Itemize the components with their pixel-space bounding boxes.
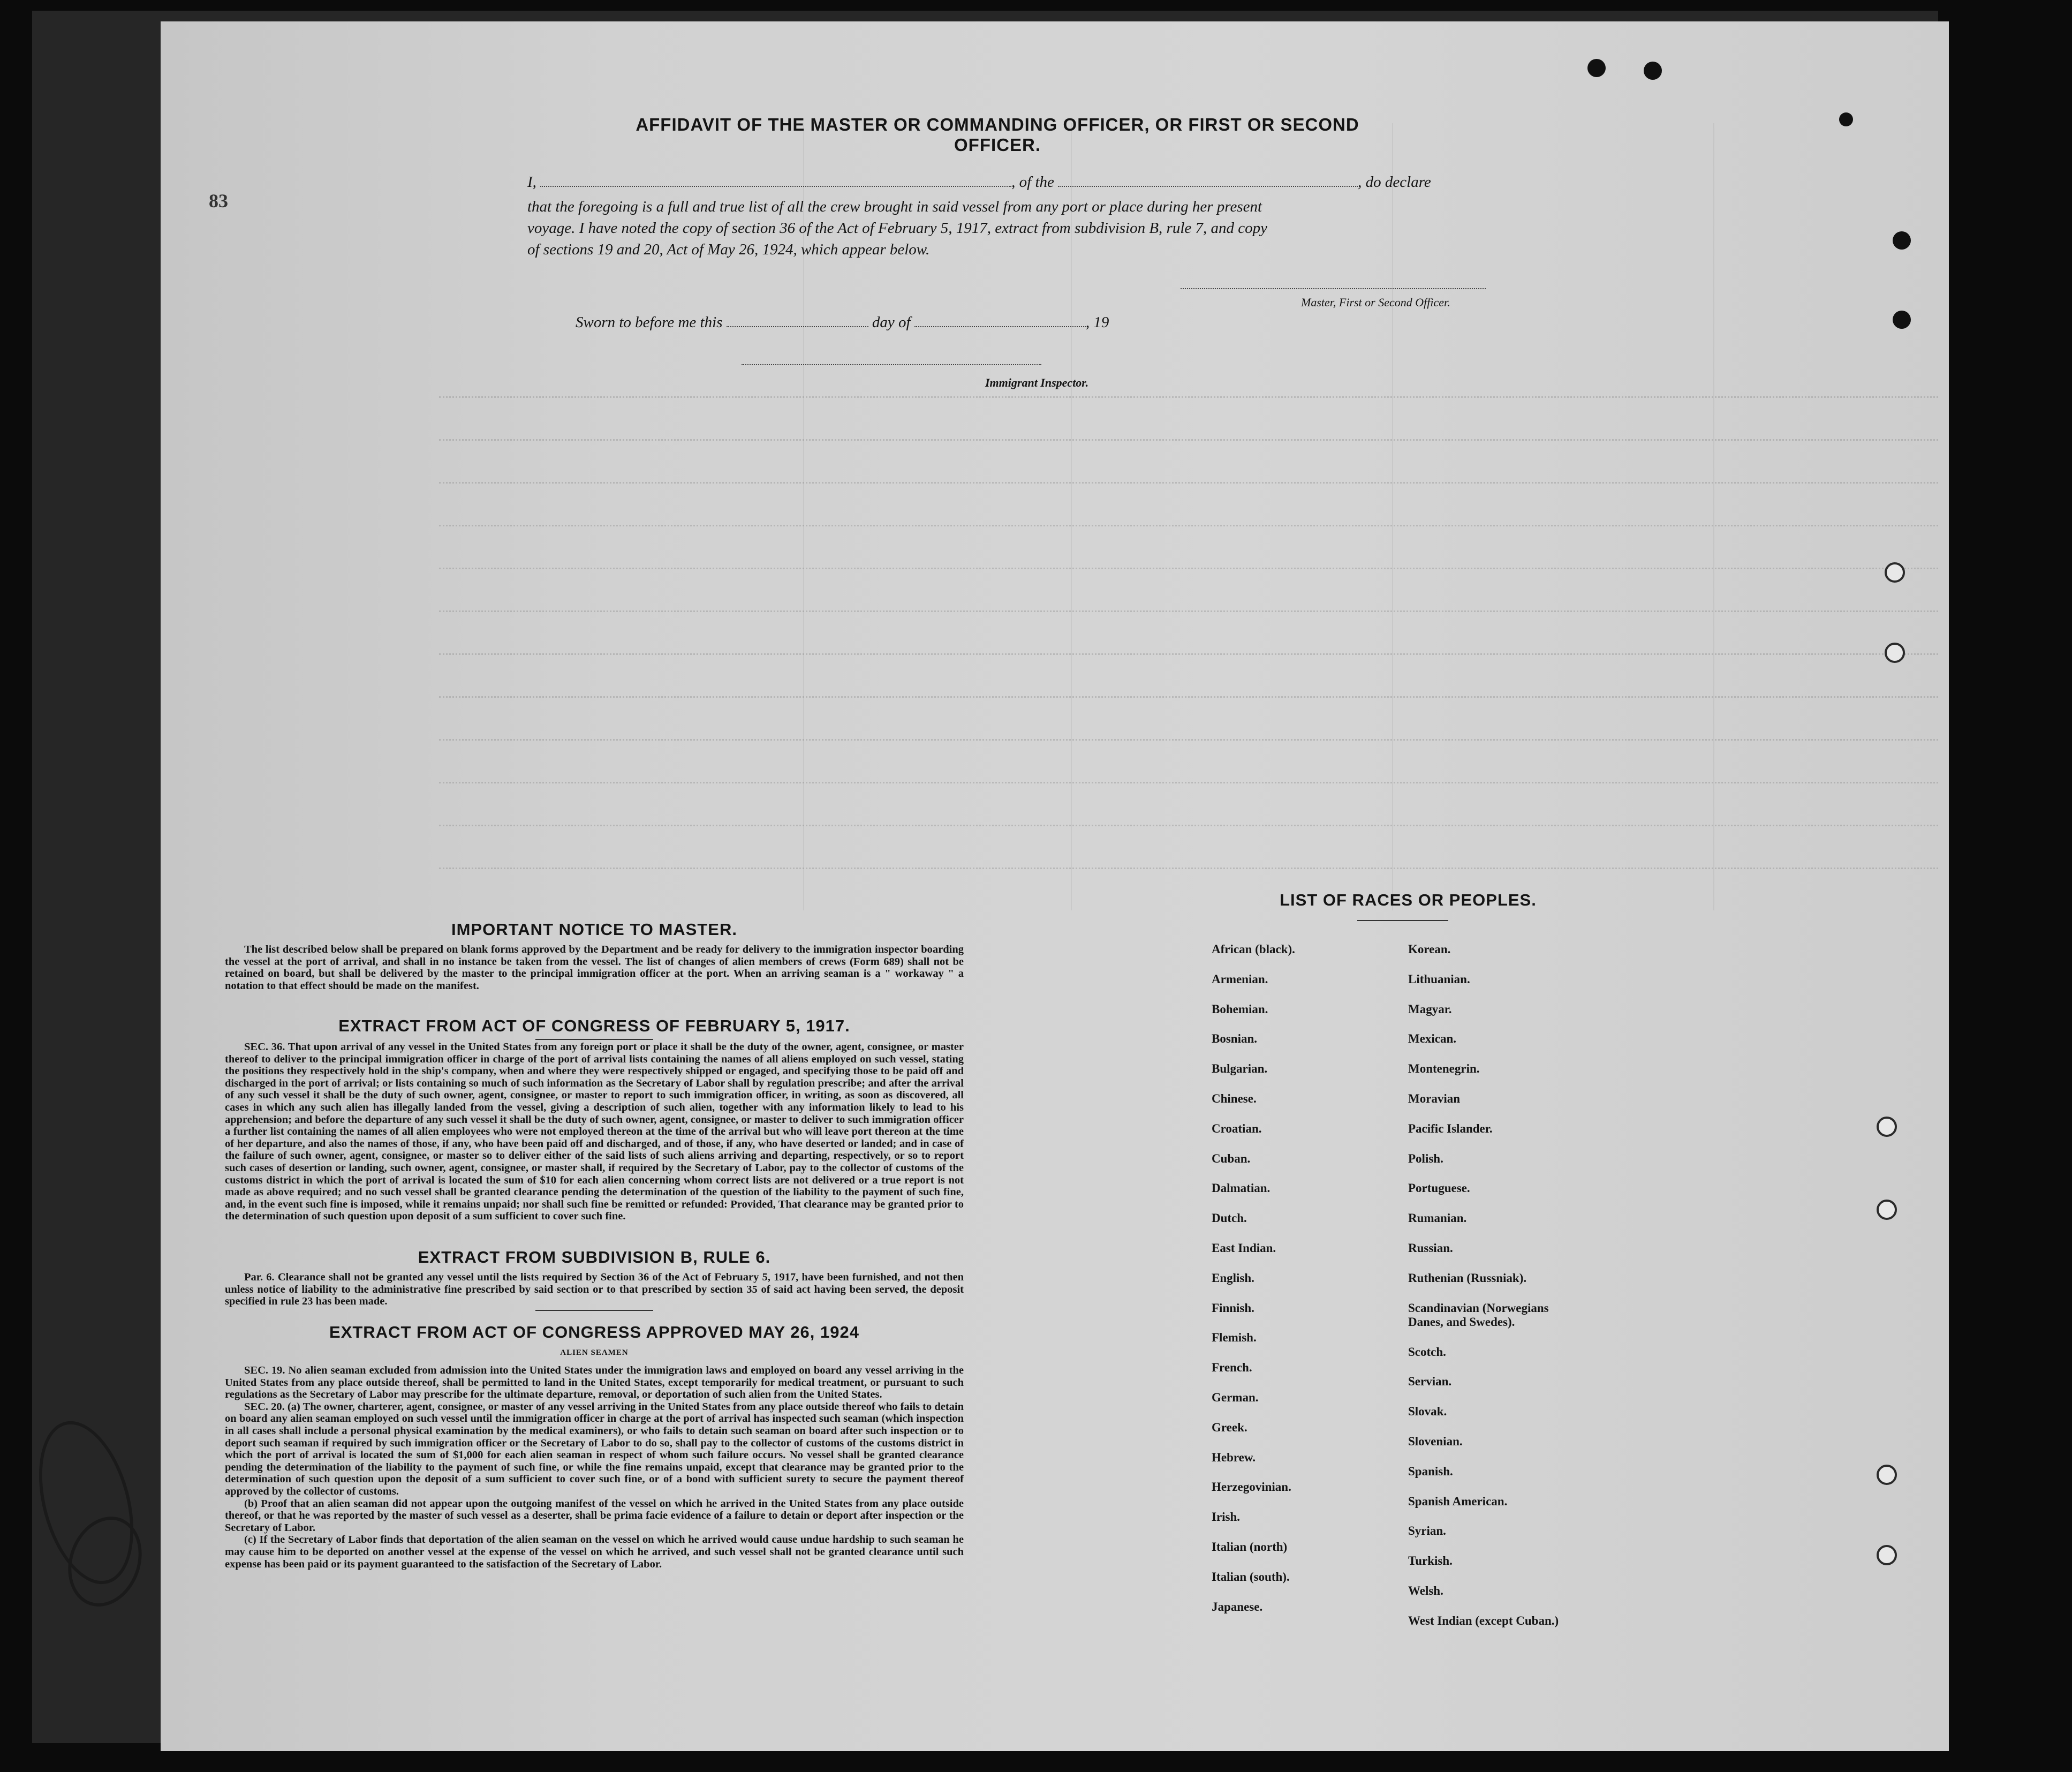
race-entry: Armenian. xyxy=(1212,972,1268,986)
binding-hole xyxy=(1644,62,1662,80)
rule6-title: EXTRACT FROM SUBDIVISION B, RULE 6. xyxy=(418,1248,771,1266)
race-entry: Scandinavian (Norwegians xyxy=(1408,1301,1549,1315)
race-entry: Korean. xyxy=(1408,942,1451,956)
sworn-month-field[interactable] xyxy=(914,312,1086,327)
race-entry: English. xyxy=(1212,1271,1254,1285)
sec36-paragraph: SEC. 36. That upon arrival of any vessel in the United States from any foreign port or place it shall be the duty of the owner, agent, consignee, or master thereof to deliver to the principal immigration officer in charge of the port of arrival lists containing the names of all aliens employed on such vessel, stating the positions they respectively hold in the ship's company, when and where they were respectively shipped or engaged, and specifying those to be paid off and discharged in the port of arrival; or lists containing so much of such information as the Secretary of Labor shall by regulation prescribe; and after the arrival of any such vessel it shall be the duty of such owner, agent, consignee, or master to report to such immigration officer, in writing, as soon as discovered, all cases in which any such alien has illegally landed from the vessel, giving a description of such alien, together with any information likely to lead to his apprehension; and before the departure of any such vessel it shall be the duty of such owner, agent, consignee, or master to deliver to such immigration officer a further list containing the names of all alien employees who were not employed thereon at the time of the arrival but who will leave port thereon at the time of her departure, and also the names of those, if any, who have been paid off and discharged, and of those, if any, who have deserted or landed; and in case of the failure of such owner, agent, consignee, or master so to deliver either of the said lists of such aliens arriving and departing, respectively, or so to report such cases of desertion or landing, such owner, agent, consignee, or master shall, if required by the Secretary of Labor, pay to the collector of customs of the customs district in which the port of arrival is located the sum of $10 for each alien concerning whom correct lists are not delivered or a true report is not made as above required; and no such vessel shall be granted clearance pending the determination of the question of the liability to the payment of such fine, and, in the event such fine is imposed, while it remains unpaid; nor shall such fine be remitted or refunded: Provided, That clearance may be granted prior to the determination of such question upon deposit of a sum sufficient to cover such fine. xyxy=(225,1041,964,1223)
extract-1924-title: EXTRACT FROM ACT OF CONGRESS APPROVED MAY 26, 1924 xyxy=(329,1323,859,1341)
race-entry: Herzegovinian. xyxy=(1212,1480,1291,1494)
race-entry: African (black). xyxy=(1212,942,1295,956)
race-entry: Italian (south). xyxy=(1212,1570,1290,1584)
race-entry: Magyar. xyxy=(1408,1002,1452,1016)
sec20c-paragraph: (c) If the Secretary of Labor finds that deportation of the alien seaman on the vessel on which he arrived would cause undue hardship to such seaman he may cause him to be deported on another vessel at the expense of the vessel on which he arrived, and such vessel shall not be granted clearance until such expense has been paid or its payment guaranteed to the satisfaction of the Secretary of Labor. xyxy=(225,1534,964,1570)
affidavit-i: I, xyxy=(527,174,536,191)
master-signature-line[interactable] xyxy=(1181,288,1486,289)
sworn-line xyxy=(576,312,1577,334)
master-signature-label: Master, First or Second Officer. xyxy=(1301,296,1450,309)
race-entry: Flemish. xyxy=(1212,1331,1257,1345)
race-entry: Moravian xyxy=(1408,1092,1461,1105)
race-entry: Lithuanian. xyxy=(1408,972,1470,986)
inspector-signature-label: Immigrant Inspector. xyxy=(985,376,1089,389)
race-entry: Bosnian. xyxy=(1212,1032,1258,1046)
binding-hole xyxy=(1893,311,1911,329)
race-entry: French. xyxy=(1212,1361,1252,1375)
race-entry: Bulgarian. xyxy=(1212,1062,1268,1076)
race-entry: Croatian. xyxy=(1212,1121,1262,1135)
rule6-paragraph: Par. 6. Clearance shall not be granted any vessel until the lists required by Section 36 of the Act of February 5, 1917, have been furnished, and not then unless notice of liability to the administrative fine prescribed by said section or to that prescribed by section 35 of said act having been served, the deposit specified in rule 23 has been made. xyxy=(225,1271,964,1308)
extract-1917-text xyxy=(225,1041,964,1223)
race-entry: Slovenian. xyxy=(1408,1435,1463,1448)
sworn-year-label: , 19 xyxy=(1085,314,1109,331)
race-entry: Spanish. xyxy=(1408,1464,1453,1478)
divider xyxy=(535,1310,653,1311)
sworn-day-label: day of xyxy=(872,314,911,331)
race-entry: Mexican. xyxy=(1408,1032,1457,1046)
notice-text xyxy=(225,944,964,992)
extract-1917-title: EXTRACT FROM ACT OF CONGRESS OF FEBRUARY 5, 1917. xyxy=(338,1016,850,1035)
race-entry: Servian. xyxy=(1408,1375,1452,1389)
sec19-paragraph: SEC. 19. No alien seaman excluded from admission into the United States under the immigration laws and employed on board any vessel arriving in the United States from any place outside thereof, shall be permitted to land in the United States, except temporarily for medical treatment, or pursuant to such regulations as the Secretary of Labor may prescribe for the ultimate departure, removal, or deportation of such alien from the United States. xyxy=(225,1364,964,1401)
divider xyxy=(1357,920,1448,921)
punch-hole xyxy=(1877,1200,1897,1220)
affidavit-title: AFFIDAVIT OF THE MASTER OR COMMANDING OFFICER, OR FIRST OR SECOND OFFICER. xyxy=(636,115,1359,155)
race-entry: Slovak. xyxy=(1408,1405,1447,1419)
affidavit-line-4: of sections 19 and 20, Act of May 26, 1924, which appear below. xyxy=(527,241,930,258)
vessel-name-field[interactable] xyxy=(1058,172,1358,187)
race-entry: Chinese. xyxy=(1212,1092,1257,1105)
races-title: LIST OF RACES OR PEOPLES. xyxy=(1280,891,1537,909)
race-entry: Turkish. xyxy=(1408,1554,1453,1568)
binding-hole xyxy=(1587,59,1606,77)
race-entry: Pacific Islander. xyxy=(1408,1121,1493,1135)
notice-paragraph: The list described below shall be prepared on blank forms approved by the Department and be ready for delivery to the immigration inspector boarding the vessel at the port of arrival, and shall in no instance be taken from the vessel. The list of changes of alien members of crews (Form 689) shall not be retained on board, but shall be delivered by the master to the principal immigration officer at the port. When an arriving seaman is a " workaway " a notation to that effect should be made on the manifest. xyxy=(225,944,964,992)
race-entry: German. xyxy=(1212,1391,1259,1404)
race-entry: Rumanian. xyxy=(1408,1211,1467,1225)
affidavit-line-2: that the foregoing is a full and true list of all the crew brought in said vessel from any port or place during her present xyxy=(527,198,1262,215)
race-entry: Polish. xyxy=(1408,1151,1443,1165)
race-entry: Dalmatian. xyxy=(1212,1181,1271,1195)
extract-1924-subtitle: ALIEN SEAMEN xyxy=(560,1348,629,1357)
affidavit-of-the: , of the xyxy=(1011,174,1054,191)
race-entry: Montenegrin. xyxy=(1408,1062,1480,1076)
margin-number: 83 xyxy=(209,190,228,212)
race-entry: Finnish. xyxy=(1212,1301,1254,1315)
race-entry: Russian. xyxy=(1408,1241,1453,1255)
punch-hole xyxy=(1877,1545,1897,1565)
race-entry: Spanish American. xyxy=(1408,1494,1508,1508)
binding-hole xyxy=(1893,231,1911,250)
race-entry: Dutch. xyxy=(1212,1211,1247,1225)
binding-hole xyxy=(1839,112,1853,126)
bleed-through-column xyxy=(1713,123,1714,910)
sec20a-paragraph: SEC. 20. (a) The owner, charterer, agent, consignee, or master of any vessel arriving in the United States from any place outside thereof who fails to detain on board any alien seaman employed on such vessel until the immigration officer in charge at the port of arrival has inspected such seaman (which inspection in all cases shall include a personal physical examination by the medical examiners), or who fails to detain such seaman on board after such inspection or to deport such seaman if required by such immigration officer or the Secretary of Labor to do so, shall pay to the collector of customs of the customs district in which the port of arrival is located the sum of $1,000 for each alien seaman in respect of whom such failure occurs. No vessel shall be granted clearance pending the determination of the liability to the payment of such fine, or while the fine remains unpaid, except that clearance may be granted prior to the determination of such question upon the deposit of a sum sufficient to cover such fine, or of a bond with sufficient surety to secure the payment thereof approved by the collector of customs. xyxy=(225,1400,964,1497)
extract-1924-text xyxy=(225,1364,964,1570)
race-entry: West Indian (except Cuban.) xyxy=(1408,1613,1559,1627)
race-entry: Portuguese. xyxy=(1408,1181,1470,1195)
race-entry: Syrian. xyxy=(1408,1524,1446,1538)
affidavit-line-1 xyxy=(527,171,1529,193)
race-entry: Cuban. xyxy=(1212,1151,1251,1165)
race-entry: Greek. xyxy=(1212,1420,1247,1434)
race-entry: Bohemian. xyxy=(1212,1002,1268,1016)
race-entry: Japanese. xyxy=(1212,1600,1263,1613)
punch-hole xyxy=(1885,643,1905,663)
punch-hole xyxy=(1877,1117,1897,1137)
sworn-day-field[interactable] xyxy=(727,312,868,327)
affidavit-declare: , do declare xyxy=(1358,174,1431,191)
officer-name-field[interactable] xyxy=(540,172,1011,187)
race-entry: East Indian. xyxy=(1212,1241,1276,1255)
race-entry: Welsh. xyxy=(1408,1584,1443,1597)
punch-hole xyxy=(1885,562,1905,583)
race-entry: Danes, and Swedes). xyxy=(1408,1315,1515,1329)
divider xyxy=(535,1039,653,1040)
rule6-text xyxy=(225,1271,964,1308)
race-entry: Scotch. xyxy=(1408,1345,1446,1359)
affidavit-line-3: voyage. I have noted the copy of section 36 of the Act of February 5, 1917, extract from subdivision B, rule 7, and copy xyxy=(527,220,1268,237)
sec20b-paragraph: (b) Proof that an alien seaman did not appear upon the outgoing manifest of the vessel on which he arrived in the United States from any place outside thereof, or that he was reported by the master of such vessel as a deserter, shall be prima facie evidence of a failure to detain or deport after inspection or the Secretary of Labor. xyxy=(225,1497,964,1534)
punch-hole xyxy=(1877,1465,1897,1485)
race-entry: Hebrew. xyxy=(1212,1450,1256,1464)
race-entry: Italian (north) xyxy=(1212,1540,1288,1554)
sworn-prefix: Sworn to before me this xyxy=(576,314,723,331)
inspector-signature-line[interactable] xyxy=(742,364,1041,365)
notice-title: IMPORTANT NOTICE TO MASTER. xyxy=(451,920,737,939)
race-entry: Ruthenian (Russniak). xyxy=(1408,1271,1527,1285)
race-entry: Irish. xyxy=(1212,1510,1241,1524)
